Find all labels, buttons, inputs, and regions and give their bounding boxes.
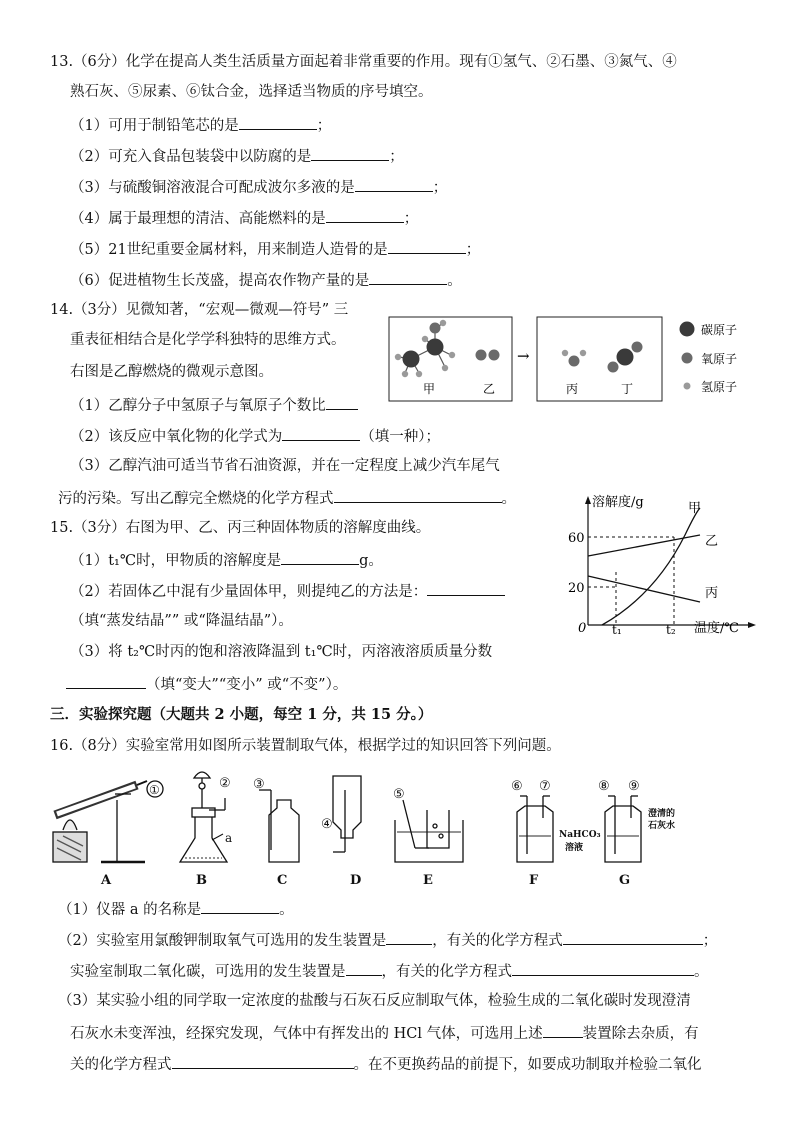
q13-item-3-text: （3）与硫酸铜溶液混合可配成波尔多液的是 (70, 180, 355, 196)
num-8: ⑧ (598, 779, 610, 794)
answer-blank[interactable] (346, 960, 382, 976)
section-3-title: 三．实验探究题（大题共 2 小题，每空 1 分，共 15 分。） (50, 706, 433, 723)
carbon-atom (427, 339, 444, 356)
oxygen-atom (430, 323, 441, 334)
q13-item-6-text: （6）促进植物生长茂盛，提高农作物产量的是 (70, 273, 370, 289)
num-7: ⑦ (539, 779, 551, 794)
oxygen-atom (489, 350, 500, 361)
x-tick-t1: t₁ (612, 623, 622, 637)
series-label-yi: 乙 (705, 534, 719, 549)
answer-blank[interactable] (369, 269, 447, 285)
x-axis-label: 温度/℃ (694, 621, 739, 636)
label-c: C (277, 873, 288, 888)
answer-blank[interactable] (239, 114, 317, 130)
legend-hydrogen-icon (684, 383, 691, 390)
q14-part-3-line2 (58, 487, 516, 509)
part-a-label: a (225, 831, 233, 845)
product-box (537, 317, 662, 401)
q13-item-6 (70, 269, 462, 291)
punct: ； (389, 149, 404, 165)
curve-bing (588, 576, 700, 602)
apparatus-c (259, 790, 299, 862)
flame (63, 820, 77, 830)
q13-item-5 (70, 238, 480, 260)
q14-stem-line1: 14.（3分）见微知著，“宏观—微观—符号” 三 (50, 302, 349, 318)
hydrogen-atom (562, 350, 568, 356)
label-jia: 甲 (423, 382, 436, 396)
q14-part-2 (70, 425, 440, 447)
punct: 。 (501, 491, 516, 507)
hydrogen-atom (395, 354, 401, 360)
hydrogen-atom (416, 371, 422, 377)
oxygen-atom (476, 350, 487, 361)
unit: g。 (359, 553, 383, 569)
q15-part-1-text: （1）t₁℃时，甲物质的溶解度是 (70, 553, 282, 569)
label-bing: 丙 (566, 382, 579, 396)
f-liquid-2: 溶液 (565, 843, 584, 853)
label-g: G (619, 873, 631, 888)
answer-blank[interactable] (311, 145, 389, 161)
q13-item-2 (70, 145, 404, 167)
apparatus-a (53, 781, 163, 862)
oxygen-atom (632, 342, 643, 353)
q13-stem-line2: 熟石灰、⑤尿素、⑥钛合金，选择适当物质的序号填空。 (70, 84, 433, 100)
punct: ； (403, 211, 419, 227)
q13-item-4-text: （4）属于最理想的清洁、高能燃料的是 (70, 211, 326, 227)
f-liquid-1: NaHCO₃ (559, 830, 601, 840)
apparatus-d (333, 776, 361, 852)
legend-carbon: 碳原子 (701, 323, 738, 337)
q13-stem-line1: 13.（6分）化学在提高人类生活质量方面起着非常重要的作用。现有①氢气、②石墨、③氮气、④ (50, 54, 677, 70)
punct: 。 (694, 964, 709, 980)
q13-item-2-text: （2）可充入食品包装袋中以防腐的是 (70, 149, 312, 165)
hydrogen-atom (402, 371, 408, 377)
label-yi: 乙 (483, 382, 496, 396)
answer-blank[interactable] (281, 549, 359, 565)
x-axis-arrow (748, 622, 756, 628)
q16-part-3-mid: 装置除去杂质，有 (582, 1026, 699, 1042)
q15-part-2-text: （2）若固体乙中混有少量固体甲，则提纯乙的方法是： (70, 584, 428, 600)
answer-blank[interactable] (543, 1022, 583, 1038)
answer-blank[interactable] (326, 207, 404, 223)
num-6: ⑥ (511, 779, 523, 794)
q14-part-2-text: （2）该反应中氧化物的化学式为 (70, 429, 283, 445)
y-axis-arrow (585, 496, 591, 504)
q15-stem: 15.（3分）右图为甲、乙、丙三种固体物质的溶解度曲线。 (50, 520, 431, 536)
oxygen-atom (569, 356, 580, 367)
hydrogen-atom (449, 352, 455, 358)
answer-blank[interactable] (386, 929, 432, 945)
q15-part-3-line1: （3）将 t₂℃时丙的饱和溶液降温到 t₁℃时，丙溶液溶质质量分数 (70, 644, 493, 660)
num-5: ⑤ (393, 787, 405, 802)
q15-part-1 (70, 549, 383, 571)
apparatus-f (517, 796, 553, 862)
punct: ； (432, 180, 448, 196)
apparatus-g (605, 796, 641, 862)
q13-item-3 (70, 176, 447, 198)
apparatus-e (395, 800, 463, 862)
answer-blank[interactable] (427, 580, 505, 596)
q13-item-5-text: （5）21世纪重要金属材料，用来制造人造骨的是 (70, 242, 388, 258)
label-a: A (101, 873, 112, 888)
label-b: B (196, 873, 207, 888)
q16-part-1-text: （1）仪器 a 的名称是 (58, 902, 202, 918)
q14-part-3-line1: （3）乙醇汽油可适当节省石油资源，并在一定程度上减少汽车尾气 (70, 458, 500, 474)
q15-part-3-tail: （填“变大”“变小” 或“不变”）。 (146, 677, 348, 693)
q13-item-4 (70, 207, 418, 229)
num-3: ③ (253, 777, 265, 792)
q16-part-2-mid2: ，有关的化学方程式 (381, 964, 512, 980)
label-f: F (529, 873, 539, 888)
q14-stem-line3: 右图是乙醇燃烧的微观示意图。 (70, 364, 273, 380)
q13-item-1 (70, 114, 331, 136)
q16-part-1 (58, 898, 294, 920)
answer-blank[interactable] (326, 394, 358, 410)
hydrogen-atom (580, 350, 586, 356)
answer-blank[interactable] (512, 960, 694, 976)
label-d: D (350, 873, 362, 888)
series-label-jia: 甲 (688, 501, 702, 516)
x-tick-t2: t₂ (666, 623, 676, 637)
answer-blank[interactable] (201, 898, 279, 914)
answer-blank[interactable] (66, 673, 146, 689)
hydrogen-atom (422, 336, 428, 342)
solubility-chart (560, 490, 760, 650)
num-4: ④ (321, 817, 333, 832)
q14-part-1-text: （1）乙醇分子中氢原子与氧原子个数比 (70, 398, 326, 414)
origin-label: 0 (578, 621, 587, 636)
ethanol-combustion-diagram (385, 313, 745, 405)
q15-part-2-line2: （填“蒸发结晶”” 或“降温结晶”）。 (70, 613, 293, 629)
punct: 。 (279, 902, 294, 918)
curve-yi (588, 535, 700, 556)
curve-jia (602, 508, 700, 625)
y-tick-60: 60 (568, 531, 585, 546)
q16-part-3-tail: 。在不更换药品的前提下，如要成功制取并检验二氧化 (353, 1057, 702, 1073)
num-2: ② (219, 776, 231, 791)
q16-part-3-text: 石灰水未变浑浊，经探究发现，气体中有挥发出的 HCl 气体，可选用上述 (70, 1026, 543, 1042)
y-tick-20: 20 (568, 581, 585, 596)
punct: ； (702, 933, 718, 949)
hydrogen-atom (440, 320, 446, 326)
q14-part-1 (70, 394, 358, 416)
carbon-atom (403, 351, 420, 368)
y-axis-label: 溶解度/g (592, 495, 644, 510)
label-e: E (423, 873, 433, 888)
q14-stem-line2: 重表征相结合是化学学科独特的思维方式。 (70, 332, 346, 348)
legend-carbon-icon (680, 322, 695, 337)
answer-blank[interactable] (334, 487, 502, 503)
answer-blank[interactable] (563, 929, 703, 945)
legend-oxygen-icon (682, 353, 693, 364)
q15-part-2-line1 (70, 580, 505, 602)
q16-part-3-line1: （3）某实验小组的同学取一定浓度的盐酸与石灰石反应制取气体，检验生成的二氧化碳时发现澄清 (58, 993, 691, 1009)
q16-part-2-mid: ，有关的化学方程式 (432, 933, 563, 949)
q13-item-1-text: （1）可用于制铅笔芯的是 (70, 118, 239, 134)
carbon-atom (617, 349, 634, 366)
series-label-bing: 丙 (705, 586, 719, 601)
q15-part-3-line2 (66, 673, 347, 695)
g-liquid-2: 石灰水 (648, 821, 676, 831)
answer-blank[interactable] (355, 176, 433, 192)
apparatus-figure (45, 770, 676, 888)
punct: ； (465, 242, 481, 258)
reaction-arrow: → (517, 347, 530, 365)
legend-hydrogen: 氢原子 (701, 380, 738, 394)
oxygen-atom (608, 362, 619, 373)
q14-part-2-tail: （填一种）； (360, 429, 440, 445)
punct: 。 (447, 273, 462, 289)
g-liquid-1: 澄清的 (648, 809, 676, 819)
q16-part-2-text2: 实验室制取二氧化碳，可选用的发生装置是 (70, 964, 346, 980)
answer-blank[interactable] (172, 1053, 354, 1069)
q14-part-3-text: 污的污染。写出乙醇完全燃烧的化学方程式 (58, 491, 334, 507)
answer-blank[interactable] (388, 238, 466, 254)
punct: ； (316, 118, 332, 134)
q16-part-2-text: （2）实验室用氯酸钾制取氧气可选用的发生装置是 (58, 933, 387, 949)
label-ding: 丁 (621, 382, 634, 396)
hydrogen-atom (442, 365, 448, 371)
q16-part-3-text2: 关的化学方程式 (70, 1057, 172, 1073)
num-9: ⑨ (628, 779, 640, 794)
answer-blank[interactable] (282, 425, 360, 441)
legend-oxygen: 氧原子 (701, 352, 738, 366)
q16-part-3-line2 (70, 1022, 699, 1044)
num-1: ① (149, 783, 160, 797)
q16-part-2-line1 (58, 929, 717, 951)
q16-part-3-line3 (70, 1053, 702, 1075)
q16-stem: 16.（8分）实验室常用如图所示装置制取气体，根据学过的知识回答下列问题。 (50, 738, 561, 754)
q16-part-2-line2 (70, 960, 709, 982)
